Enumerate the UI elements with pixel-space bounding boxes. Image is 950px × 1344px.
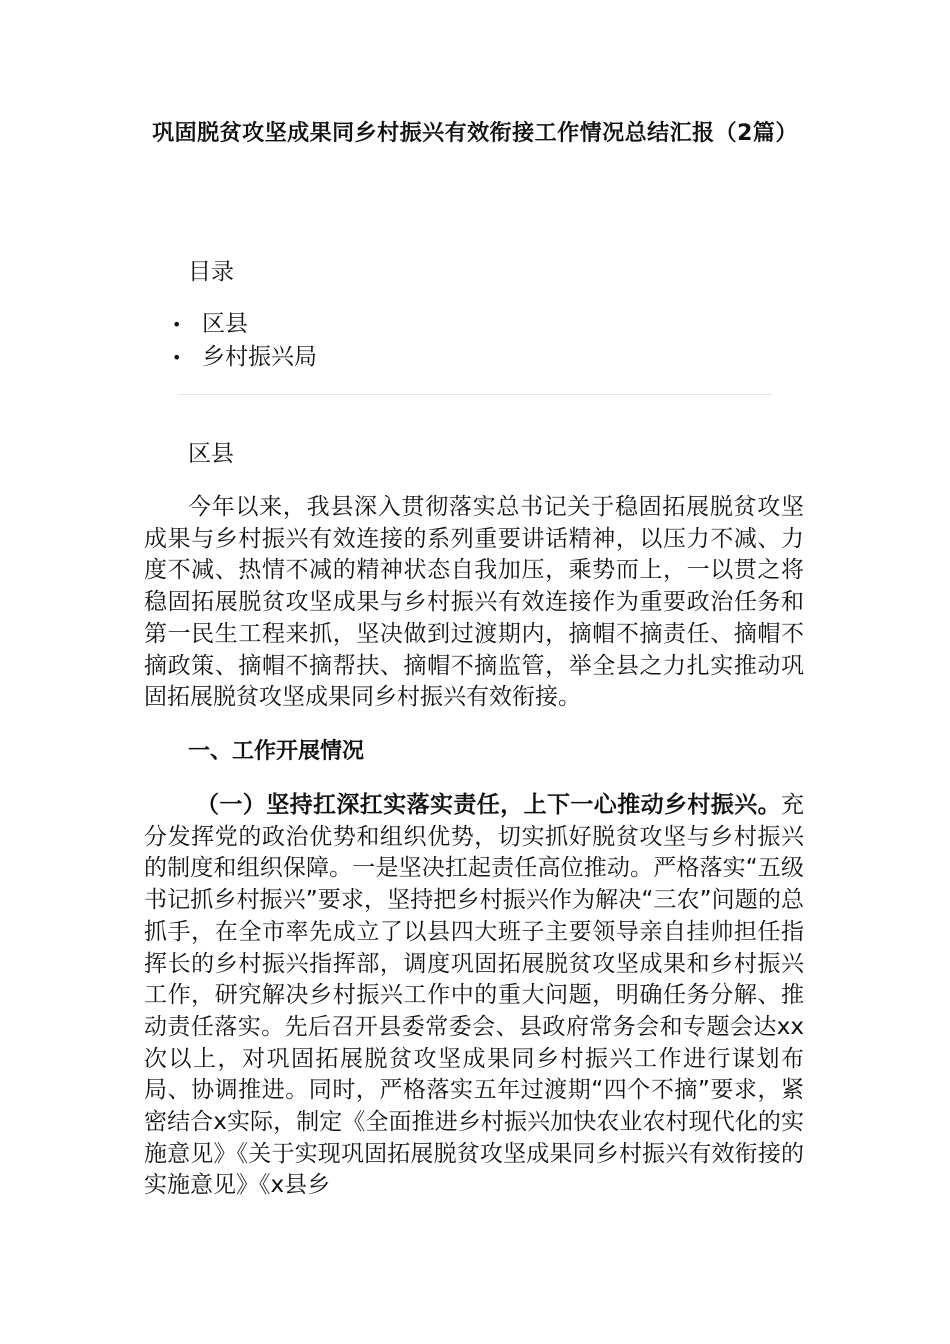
toc-item-district[interactable] <box>172 308 317 341</box>
bullet-icon: • <box>172 315 182 334</box>
intro-paragraph: 今年以来，我县深入贯彻落实总书记关于稳固拓展脱贫攻坚成果与乡村振兴有效连接的系列重要讲话精神，以压力不减、力度不减、热情不减的精神状态自我加压，乘势而上，一以贯之将稳固拓展脱贫攻坚成果与乡村振兴有效连接作为重要政治任务和第一民生工程来抓，坚决做到过渡期内，摘帽不摘责任、摘帽不摘政策、摘帽不摘帮扶、摘帽不摘监管，举全县之力扎实推动巩固拓展脱贫攻坚成果同乡村振兴有效衔接。 <box>144 494 804 711</box>
subsection-paragraph <box>144 790 804 1202</box>
toc-heading: 目录 <box>188 259 234 285</box>
toc-list <box>172 308 317 374</box>
bullet-icon: • <box>172 348 182 367</box>
divider <box>178 394 772 395</box>
document-title: 巩固脱贫攻坚成果同乡村振兴有效衔接工作情况总结汇报（2篇） <box>152 121 798 146</box>
subsection-lead: （一）坚持扛深扛实落实责任，上下一心推动乡村振兴。 <box>196 792 781 818</box>
heading-level-1: 一、工作开展情况 <box>188 739 365 764</box>
toc-item-label: 区县 <box>202 311 248 337</box>
toc-item-rural-bureau[interactable] <box>172 341 317 374</box>
toc-item-label: 乡村振兴局 <box>202 344 317 370</box>
subsection-body: 充分发挥党的政治优势和组织优势，切实抓好脱贫攻坚与乡村振兴的制度和组织保障。一是坚决扛起责任高位推动。严格落实“五级书记抓乡村振兴”要求，坚持把乡村振兴作为解决“三农”问题的总抓手，在全市率先成立了以县四大班子主要领导亲自挂帅担任指挥长的乡村振兴指挥部，调度巩固拓展脱贫攻坚成果和乡村振兴工作，研究解决乡村振兴工作中的重大问题，明确任务分解、推动责任落实。先后召开县委常委会、县政府常务会和专题会达xx次以上，对巩固拓展脱贫攻坚成果同乡村振兴工作进行谋划布局、协调推进。同时，严格落实五年过渡期“四个不摘”要求，紧密结合x实际，制定《全面推进乡村振兴加快农业农村现代化的实施意见》《关于实现巩固拓展脱贫攻坚成果同乡村振兴有效衔接的实施意见》《x县乡 <box>144 792 804 1199</box>
section-heading: 区县 <box>188 441 234 467</box>
